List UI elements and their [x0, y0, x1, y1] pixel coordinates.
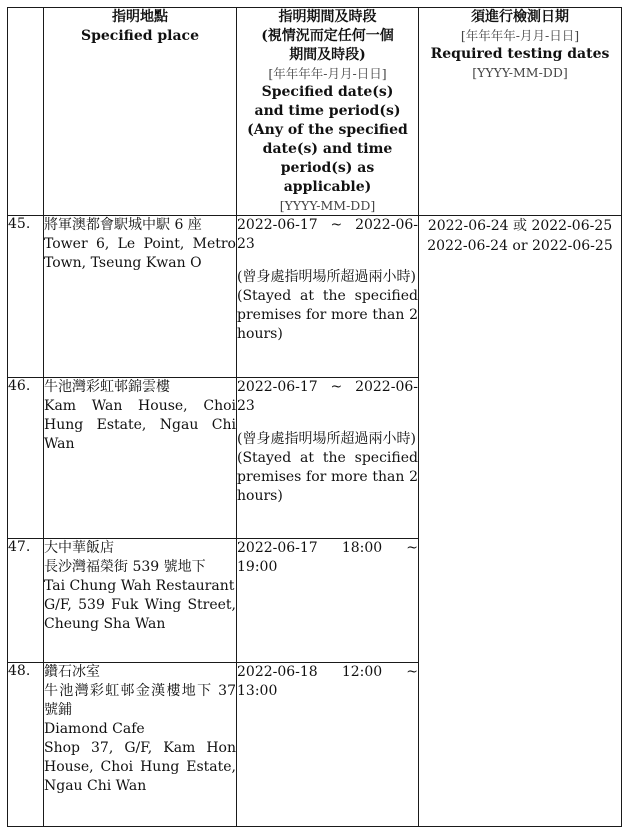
- period-cell: [237, 663, 419, 827]
- period-format-zh: [年年年年-月月-日日]: [268, 66, 387, 81]
- row-number: 45.: [8, 216, 44, 378]
- place-header-en: Specified place: [80, 28, 199, 44]
- period-cell: [237, 539, 419, 663]
- testing-header-zh: 須進行檢測日期: [471, 9, 569, 25]
- place-header-zh: 指明地點: [112, 9, 168, 25]
- place-line: Tower 6, Le Point, Metro Town, Tseung Kwan O: [44, 236, 236, 271]
- testing-header: [419, 8, 622, 216]
- place-cell: [44, 378, 237, 539]
- table-row: [8, 216, 622, 378]
- testing-dates-en: 2022-06-24 or 2022-06-25: [427, 238, 613, 254]
- place-line: 牛池灣彩虹邨金漢樓地下 37 號鋪: [44, 683, 236, 718]
- testing-dates-zh: 2022-06-24 或 2022-06-25: [427, 218, 613, 234]
- row-number: 46.: [8, 378, 44, 539]
- period-format-en: [YYYY-MM-DD]: [279, 198, 376, 213]
- period-cell: [237, 378, 419, 539]
- period-note-en: (Stayed at the specified premises for more than 2 hours): [237, 288, 418, 342]
- period-header-zh-2: (視情況而定任何一個: [261, 28, 394, 44]
- row-number: 47.: [8, 539, 44, 663]
- period-header-en-2: and time period(s): [254, 103, 401, 119]
- place-header: [44, 8, 237, 216]
- place-line: G/F, 539 Fuk Wing Street, Cheung Sha Wan: [44, 597, 236, 632]
- period-value: 2022-06-17 18:00 ~ 19:00: [237, 540, 418, 575]
- place-line: 大中華飯店: [44, 540, 114, 556]
- testing-dates-cell: [419, 216, 622, 827]
- period-header-en-1: Specified date(s): [261, 84, 394, 100]
- period-value: 2022-06-17 ~ 2022-06-23: [237, 379, 418, 414]
- place-line: 將軍澳都會駅城中駅 6 座: [44, 217, 202, 233]
- place-line: Diamond Cafe: [44, 721, 145, 737]
- place-line: Shop 37, G/F, Kam Hon House, Choi Hung Estate, Ngau Chi Wan: [44, 740, 236, 794]
- number-header: [8, 8, 44, 216]
- period-note-zh: (曾身處指明場所超過兩小時): [237, 431, 416, 447]
- row-number: 48.: [8, 663, 44, 827]
- place-cell: [44, 539, 237, 663]
- period-value: 2022-06-17 ~ 2022-06-23: [237, 217, 418, 252]
- period-header-zh-1: 指明期間及時段: [278, 9, 377, 25]
- place-cell: [44, 663, 237, 827]
- period-header-en-3: (Any of the specified: [247, 122, 408, 138]
- place-line: Tai Chung Wah Restaurant: [44, 578, 235, 594]
- schedule-table: [7, 7, 622, 827]
- period-value: 2022-06-18 12:00 ~ 13:00: [237, 664, 418, 699]
- period-header: [237, 8, 419, 216]
- period-cell: [237, 216, 419, 378]
- header-row: [8, 8, 622, 216]
- period-note-en: (Stayed at the specified premises for more than 2 hours): [237, 450, 418, 504]
- place-line: Kam Wan House, Choi Hung Estate, Ngau Chi Wan: [44, 398, 236, 452]
- period-header-zh-3: 期間及時段): [289, 47, 366, 63]
- place-line: 長沙灣福榮街 539 號地下: [44, 559, 206, 575]
- period-header-en-4: date(s) and time: [262, 141, 393, 157]
- period-note-zh: (曾身處指明場所超過兩小時): [237, 269, 416, 285]
- place-line: 牛池灣彩虹邨錦雲樓: [44, 379, 170, 395]
- period-header-en-5: period(s) as applicable): [280, 160, 375, 195]
- testing-format-en: [YYYY-MM-DD]: [472, 65, 568, 80]
- testing-format-zh: [年年年年-月月-日日]: [460, 28, 580, 43]
- testing-header-en: Required testing dates: [430, 46, 610, 62]
- place-cell: [44, 216, 237, 378]
- place-line: 鑽石冰室: [44, 664, 100, 680]
